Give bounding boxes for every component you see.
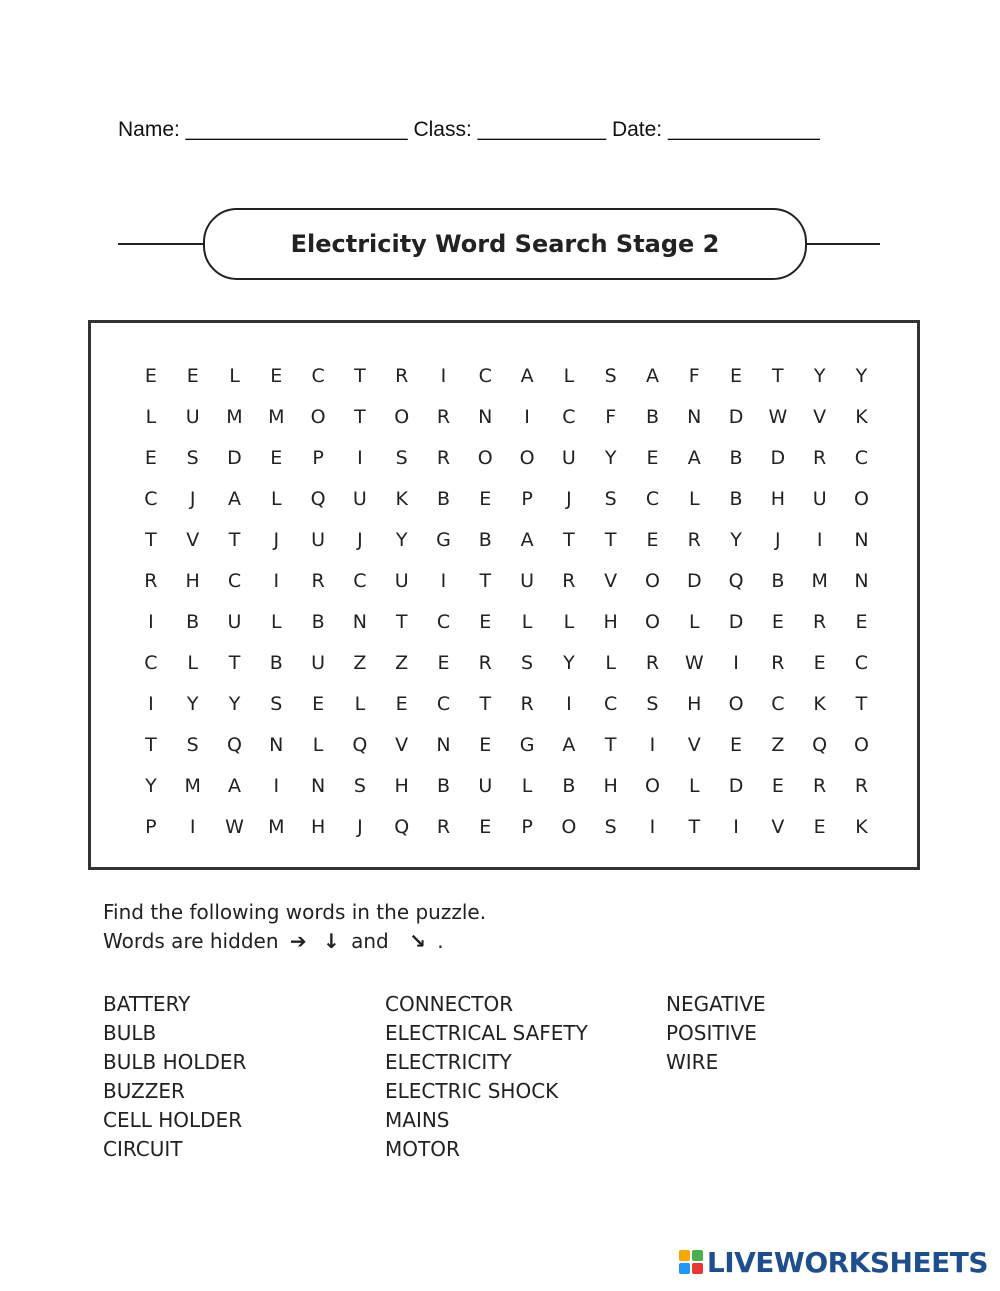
grid-cell[interactable]: I: [733, 816, 739, 838]
grid-cell[interactable]: L: [187, 652, 198, 674]
grid-cell[interactable]: E: [186, 365, 199, 387]
grid-cell[interactable]: I: [357, 447, 363, 469]
grid-cell[interactable]: C: [227, 570, 242, 592]
grid-cell[interactable]: C: [854, 447, 869, 469]
grid-cell[interactable]: J: [775, 529, 781, 551]
arrow-down-icon: ↓: [322, 929, 340, 953]
grid-cell[interactable]: C: [771, 693, 785, 715]
grid-cell[interactable]: B: [478, 529, 492, 551]
grid-cell[interactable]: Y: [395, 529, 408, 551]
grid-cell[interactable]: I: [440, 365, 447, 387]
grid-cell[interactable]: A: [687, 447, 701, 469]
grid-cell[interactable]: R: [813, 611, 827, 633]
grid-cell[interactable]: O: [477, 447, 493, 469]
grid-cell[interactable]: R: [687, 529, 701, 551]
grid-cell[interactable]: U: [352, 488, 367, 510]
grid-cell[interactable]: I: [148, 693, 154, 715]
grid-cell[interactable]: E: [479, 734, 492, 756]
grid-cell[interactable]: C: [854, 652, 869, 674]
grid-cell[interactable]: J: [357, 816, 363, 838]
grid-cell[interactable]: E: [479, 816, 492, 838]
grid-cell[interactable]: L: [270, 611, 282, 633]
grid-cell[interactable]: T: [395, 611, 408, 633]
grid-cell[interactable]: L: [145, 406, 157, 428]
grid-cell[interactable]: K: [855, 816, 868, 838]
grid-cell[interactable]: S: [604, 488, 617, 510]
liveworksheets-logo: [679, 1245, 988, 1279]
grid-cell[interactable]: A: [645, 365, 659, 387]
grid-cell[interactable]: Y: [730, 529, 742, 551]
grid-cell[interactable]: A: [227, 775, 241, 797]
grid-cell[interactable]: I: [273, 570, 280, 592]
grid-cell[interactable]: P: [312, 447, 324, 469]
grid-cell[interactable]: N: [269, 734, 284, 756]
grid-cell[interactable]: T: [228, 652, 241, 674]
grid-cell[interactable]: B: [436, 775, 450, 797]
grid-cell[interactable]: R: [436, 816, 451, 838]
word-list-item: ELECTRICAL SAFETY: [385, 1021, 588, 1045]
grid-cell[interactable]: V: [771, 816, 785, 838]
grid-cell[interactable]: R: [478, 652, 492, 674]
grid-cell[interactable]: D: [227, 447, 242, 469]
grid-cell[interactable]: E: [479, 488, 492, 510]
grid-cell[interactable]: Y: [604, 447, 617, 469]
word-list-item: ELECTRICITY: [385, 1050, 512, 1074]
grid-cell[interactable]: O: [394, 406, 410, 428]
grid-cell[interactable]: R: [813, 775, 827, 797]
grid-cell[interactable]: N: [436, 734, 451, 756]
grid-cell[interactable]: Q: [310, 488, 326, 510]
grid-cell[interactable]: N: [352, 611, 367, 633]
grid-cell[interactable]: R: [562, 570, 576, 592]
grid-cell[interactable]: L: [605, 652, 616, 674]
grid-cell[interactable]: T: [604, 529, 617, 551]
grid-cell[interactable]: S: [353, 775, 366, 797]
grid-cell[interactable]: M: [811, 570, 828, 592]
grid-cell[interactable]: D: [770, 447, 786, 469]
grid-cell[interactable]: U: [394, 570, 409, 592]
grid-cell[interactable]: B: [729, 488, 743, 510]
grid-cell[interactable]: D: [728, 406, 744, 428]
grid-cell[interactable]: I: [273, 775, 280, 797]
grid-cell[interactable]: F: [688, 365, 700, 387]
grid-cell[interactable]: C: [353, 570, 367, 592]
grid-cell[interactable]: C: [562, 406, 576, 428]
grid-cell[interactable]: B: [186, 611, 200, 633]
grid-cell[interactable]: N: [854, 529, 869, 551]
grid-cell[interactable]: U: [227, 611, 242, 633]
grid-cell[interactable]: I: [189, 816, 196, 838]
grid-cell[interactable]: P: [521, 488, 533, 510]
grid-cell[interactable]: Z: [353, 652, 367, 674]
grid-cell[interactable]: U: [561, 447, 576, 469]
logo-mark-square: [679, 1250, 690, 1261]
word-list-item: CONNECTOR: [385, 992, 514, 1016]
grid-cell[interactable]: N: [687, 406, 702, 428]
grid-cell[interactable]: T: [479, 570, 492, 592]
grid-cell[interactable]: E: [312, 693, 325, 715]
grid-cell[interactable]: A: [562, 734, 576, 756]
grid-cell[interactable]: Z: [771, 734, 785, 756]
word-list-item: MOTOR: [385, 1137, 460, 1161]
grid-cell[interactable]: B: [562, 775, 576, 797]
grid-cell[interactable]: S: [270, 693, 283, 715]
instructions-line-2: [103, 927, 486, 956]
word-search-grid[interactable]: [130, 356, 882, 848]
arrow-right-icon: ➔: [289, 929, 307, 953]
grid-cell[interactable]: Y: [855, 365, 868, 387]
grid-cell[interactable]: T: [354, 365, 366, 387]
grid-cell[interactable]: E: [646, 447, 659, 469]
grid-cell[interactable]: C: [144, 652, 158, 674]
grid-cell[interactable]: U: [812, 488, 827, 510]
grid-cell[interactable]: U: [311, 652, 326, 674]
logo-mark-square: [692, 1263, 703, 1274]
grid-cell[interactable]: E: [270, 365, 283, 387]
grid-cell[interactable]: E: [813, 652, 826, 674]
grid-cell[interactable]: O: [519, 447, 535, 469]
grid-cell[interactable]: A: [520, 365, 534, 387]
grid-cell[interactable]: S: [395, 447, 408, 469]
grid-cell[interactable]: K: [855, 406, 868, 428]
grid-cell[interactable]: G: [436, 529, 451, 551]
grid-cell[interactable]: I: [440, 570, 447, 592]
grid-cell[interactable]: R: [395, 365, 409, 387]
grid-cell[interactable]: E: [730, 365, 743, 387]
grid-cell[interactable]: P: [145, 816, 157, 838]
grid-cell[interactable]: H: [185, 570, 200, 592]
grid-cell[interactable]: K: [395, 488, 408, 510]
grid-cell[interactable]: T: [145, 734, 157, 756]
grid-cell[interactable]: B: [311, 611, 325, 633]
grid-cell[interactable]: O: [853, 488, 869, 510]
grid-cell[interactable]: U: [185, 406, 200, 428]
grid-cell[interactable]: J: [566, 488, 572, 510]
grid-cell[interactable]: Q: [394, 816, 410, 838]
grid-cell[interactable]: G: [519, 734, 535, 756]
grid-cell[interactable]: H: [687, 693, 702, 715]
grid-cell[interactable]: J: [357, 529, 363, 551]
grid-cell[interactable]: Q: [352, 734, 368, 756]
grid-cell[interactable]: R: [645, 652, 660, 674]
grid-cell[interactable]: R: [813, 447, 827, 469]
title-banner: [118, 208, 880, 280]
grid-cell[interactable]: Q: [728, 570, 744, 592]
grid-cell[interactable]: R: [436, 406, 451, 428]
grid-cell[interactable]: O: [853, 734, 869, 756]
grid-cell[interactable]: H: [770, 488, 785, 510]
grid-cell[interactable]: J: [273, 529, 280, 551]
grid-cell[interactable]: L: [270, 488, 282, 510]
grid-cell[interactable]: H: [603, 611, 618, 633]
grid-cell[interactable]: E: [855, 611, 868, 633]
logo-text: LIVEWORKSHEETS: [706, 1245, 988, 1279]
grid-cell[interactable]: U: [311, 529, 326, 551]
grid-cell[interactable]: T: [855, 693, 868, 715]
grid-cell[interactable]: A: [520, 529, 534, 551]
grid-cell[interactable]: O: [310, 406, 326, 428]
grid-cell[interactable]: S: [186, 447, 199, 469]
grid-cell[interactable]: W: [768, 406, 788, 428]
grid-cell[interactable]: E: [270, 447, 283, 469]
grid-cell[interactable]: E: [813, 816, 826, 838]
grid-cell[interactable]: B: [729, 447, 743, 469]
student-info-line: [118, 118, 820, 142]
grid-cell[interactable]: R: [311, 570, 325, 592]
grid-cell[interactable]: L: [563, 611, 575, 633]
grid-cell[interactable]: C: [645, 488, 660, 510]
grid-cell[interactable]: W: [684, 652, 704, 674]
date-field[interactable]: Date: _____________: [611, 118, 820, 141]
grid-cell[interactable]: E: [646, 529, 659, 551]
grid-cell[interactable]: L: [521, 775, 533, 797]
grid-cell[interactable]: E: [144, 365, 157, 387]
grid-cell[interactable]: V: [604, 570, 618, 592]
grid-cell[interactable]: M: [184, 775, 201, 797]
grid-cell[interactable]: R: [854, 775, 869, 797]
grid-cell[interactable]: N: [310, 775, 326, 797]
grid-cell[interactable]: N: [478, 406, 493, 428]
grid-cell[interactable]: E: [730, 734, 743, 756]
grid-cell[interactable]: C: [311, 365, 325, 387]
grid-cell[interactable]: Y: [813, 365, 826, 387]
word-list-item: CELL HOLDER: [103, 1108, 243, 1132]
word-list-item: NEGATIVE: [666, 992, 766, 1016]
grid-cell[interactable]: E: [771, 611, 784, 633]
grid-cell[interactable]: Q: [812, 734, 828, 756]
word-list-item: CIRCUIT: [103, 1137, 183, 1161]
grid-cell[interactable]: T: [354, 406, 366, 428]
grid-cell[interactable]: D: [728, 611, 744, 633]
word-list-column-1: [103, 990, 246, 1164]
grid-cell[interactable]: B: [645, 406, 659, 428]
grid-cell[interactable]: I: [148, 611, 154, 633]
grid-cell[interactable]: O: [644, 570, 660, 592]
grid-cell[interactable]: L: [312, 734, 324, 756]
grid-cell[interactable]: U: [478, 775, 493, 797]
grid-cell[interactable]: N: [854, 570, 869, 592]
word-list-column-3: [666, 990, 766, 1077]
word-list-item: BATTERY: [103, 992, 191, 1016]
grid-cell[interactable]: V: [813, 406, 827, 428]
grid-cell[interactable]: I: [649, 734, 656, 756]
grid-cell[interactable]: M: [268, 406, 285, 428]
grid-cell[interactable]: T: [145, 529, 157, 551]
grid-cell[interactable]: Y: [186, 693, 199, 715]
grid-cell[interactable]: M: [268, 816, 285, 838]
grid-cell[interactable]: R: [520, 693, 534, 715]
grid-cell[interactable]: S: [521, 652, 534, 674]
logo-mark-square: [679, 1263, 690, 1274]
grid-cell[interactable]: B: [269, 652, 283, 674]
grid-cell[interactable]: C: [604, 693, 618, 715]
instructions: [103, 898, 486, 956]
grid-cell[interactable]: L: [229, 365, 240, 387]
word-list-item: BUZZER: [103, 1079, 185, 1103]
grid-cell[interactable]: B: [436, 488, 450, 510]
grid-cell[interactable]: F: [605, 406, 617, 428]
grid-cell[interactable]: P: [521, 816, 533, 838]
grid-cell[interactable]: H: [394, 775, 409, 797]
grid-cell[interactable]: D: [728, 775, 744, 797]
name-field[interactable]: Name: ___________________: [118, 118, 408, 141]
grid-cell[interactable]: A: [227, 488, 241, 510]
grid-cell[interactable]: W: [225, 816, 244, 838]
grid-cell[interactable]: C: [436, 693, 451, 715]
grid-cell[interactable]: S: [646, 693, 659, 715]
word-list-column-2: [385, 990, 588, 1164]
grid-cell[interactable]: R: [436, 447, 451, 469]
grid-cell[interactable]: R: [771, 652, 785, 674]
grid-cell[interactable]: E: [395, 693, 408, 715]
title-rule-right: [800, 243, 880, 245]
grid-cell[interactable]: E: [144, 447, 157, 469]
grid-cell[interactable]: O: [728, 693, 744, 715]
logo-mark-square: [692, 1250, 703, 1261]
grid-cell[interactable]: Y: [563, 652, 575, 674]
instructions-line-1: Find the following words in the puzzle.: [103, 900, 487, 924]
grid-cell[interactable]: Z: [395, 652, 409, 674]
grid-cell[interactable]: K: [813, 693, 826, 715]
grid-cell[interactable]: C: [478, 365, 492, 387]
grid-cell[interactable]: V: [687, 734, 701, 756]
grid-cell[interactable]: L: [521, 611, 533, 633]
word-list-item: WIRE: [666, 1050, 719, 1074]
grid-cell[interactable]: E: [771, 775, 784, 797]
grid-cell[interactable]: L: [354, 693, 366, 715]
grid-cell[interactable]: H: [603, 775, 618, 797]
grid-cell[interactable]: L: [688, 488, 700, 510]
grid-cell[interactable]: C: [144, 488, 158, 510]
grid-cell[interactable]: L: [563, 365, 575, 387]
instructions-period: .: [437, 929, 444, 953]
grid-cell[interactable]: T: [604, 734, 617, 756]
class-field[interactable]: Class: ___________: [413, 118, 607, 141]
word-list-item: BULB: [103, 1021, 157, 1045]
word-list-item: MAINS: [385, 1108, 450, 1132]
grid-cell[interactable]: O: [561, 816, 577, 838]
logo-mark-icon: [679, 1250, 703, 1274]
grid-cell[interactable]: V: [186, 529, 200, 551]
grid-cell[interactable]: H: [310, 816, 326, 838]
grid-cell[interactable]: I: [524, 406, 530, 428]
title-rule-left: [118, 243, 208, 245]
grid-cell[interactable]: S: [604, 816, 617, 838]
page-title: Electricity Word Search Stage 2: [203, 208, 807, 280]
grid-cell[interactable]: J: [189, 488, 196, 510]
grid-cell[interactable]: S: [604, 365, 617, 387]
grid-cell[interactable]: E: [437, 652, 450, 674]
grid-cell[interactable]: T: [479, 693, 492, 715]
grid-cell[interactable]: V: [395, 734, 409, 756]
grid-cell[interactable]: R: [144, 570, 158, 592]
grid-cell[interactable]: Y: [145, 775, 157, 797]
grid-cell[interactable]: M: [226, 406, 243, 428]
grid-cell[interactable]: T: [688, 816, 701, 838]
grid-cell[interactable]: U: [520, 570, 535, 592]
arrow-diagonal-icon: ↘: [409, 929, 426, 953]
instructions-prefix: Words are hidden: [103, 929, 279, 953]
grid-cell[interactable]: I: [649, 816, 656, 838]
grid-cell[interactable]: L: [688, 611, 700, 633]
grid-cell[interactable]: T: [228, 529, 241, 551]
grid-cell[interactable]: O: [644, 775, 660, 797]
word-list-item: POSITIVE: [666, 1021, 757, 1045]
grid-cell[interactable]: B: [771, 570, 785, 592]
grid-cell[interactable]: L: [688, 775, 700, 797]
grid-cell[interactable]: I: [733, 652, 739, 674]
grid-cell[interactable]: Q: [227, 734, 242, 756]
grid-cell[interactable]: C: [436, 611, 451, 633]
grid-cell[interactable]: Y: [228, 693, 241, 715]
grid-cell[interactable]: T: [563, 529, 575, 551]
grid-cell[interactable]: S: [186, 734, 199, 756]
word-list-item: ELECTRIC SHOCK: [385, 1079, 559, 1103]
grid-cell[interactable]: D: [686, 570, 702, 592]
grid-cell[interactable]: T: [772, 365, 784, 387]
grid-cell[interactable]: I: [816, 529, 823, 551]
word-list-item: BULB HOLDER: [103, 1050, 247, 1074]
instructions-and: and: [351, 929, 389, 953]
grid-cell[interactable]: I: [566, 693, 572, 715]
grid-cell[interactable]: E: [479, 611, 492, 633]
grid-cell[interactable]: O: [644, 611, 660, 633]
